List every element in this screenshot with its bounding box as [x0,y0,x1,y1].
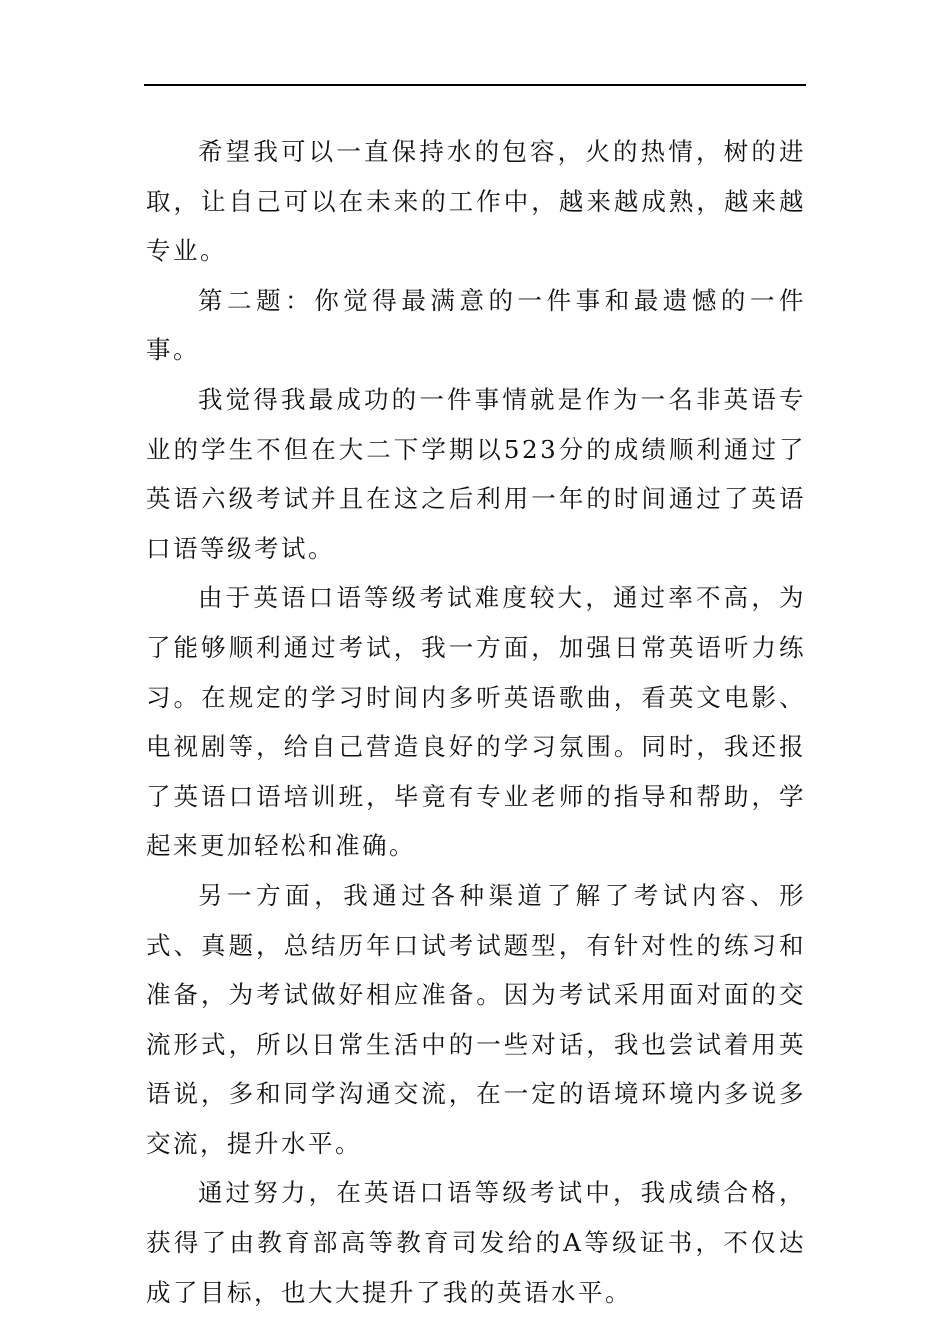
paragraph-2-question-heading: 第二题：你觉得最满意的一件事和最遗憾的一件事。 [146,285,806,365]
paragraph-1: 希望我可以一直保持水的包容，火的热情，树的进取，让自己可以在未来的工作中，越来越成熟，越来越专业。 [146,137,806,266]
paragraph-3: 我觉得我最成功的一件事情就是作为一名非英语专业的学生不但在大二下学期以523分的成绩顺利通过了英语六级考试并且在这之后利用一年的时间通过了英语口语等级考试。 [146,384,806,563]
paragraph-4: 由于英语口语等级考试难度较大，通过率不高，为了能够顺利通过考试，我一方面，加强日常英语听力练习。在规定的学习时间内多听英语歌曲，看英文电影、电视剧等，给自己营造良好的学习氛围。同时，我还报了英语口语培训班，毕竟有专业老师的指导和帮助，学起来更加轻松和准确。 [146,583,806,861]
paragraph-6: 通过努力，在英语口语等级考试中，我成绩合格，获得了由教育部高等教育司发给的A等级证书，不仅达成了目标，也大大提升了我的英语水平。 [146,1178,806,1307]
paragraph-5: 另一方面，我通过各种渠道了解了考试内容、形式、真题，总结历年口试考试题型，有针对性的练习和准备，为考试做好相应准备。因为考试采用面对面的交流形式，所以日常生活中的一些对话，我也尝试着用英语说，多和同学沟通交流，在一定的语境环境内多说多交流，提升水平。 [146,880,806,1158]
header-rule [144,84,806,86]
document-body [146,127,806,1317]
